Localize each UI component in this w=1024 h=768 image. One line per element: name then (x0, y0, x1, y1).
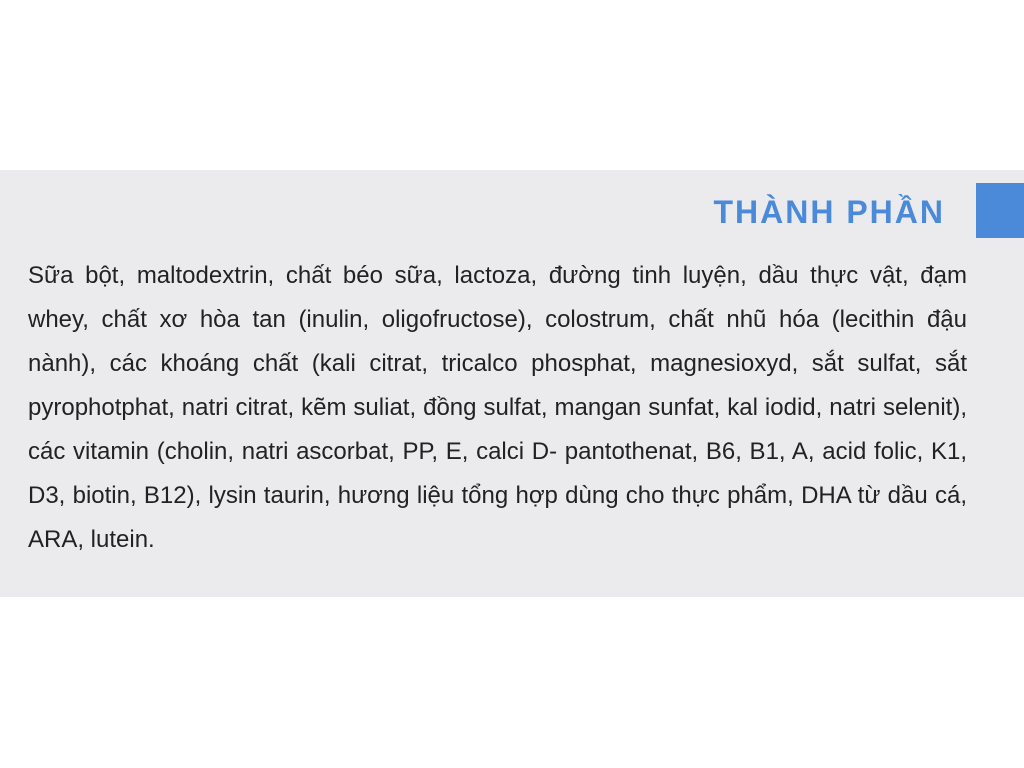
ingredients-text: Sữa bột, maltodextrin, chất béo sữa, lactoza, đường tinh luyện, dầu thực vật, đạm whey, chất xơ hòa tan (inulin, oligofructose), colostrum, chất nhũ hóa (lecithin đậu nành), các khoáng chất (kali citrat, tricalco phosphat, magnesioxyd, sắt sulfat, sắt pyrophotphat, natri citrat, kẽm suliat, đồng sulfat, mangan sunfat, kal iodid, natri selenit), các vitamin (cholin, natri ascorbat, PP, E, calci D- pantothenat, B6, B1, A, acid folic, K1, D3, biotin, B12), lysin taurin, hương liệu tổng hợp dùng cho thực phẩm, DHA từ dầu cá, ARA, lutein. (28, 262, 967, 553)
section-title: THÀNH PHẦN (713, 194, 945, 230)
ingredients-panel (0, 170, 1024, 597)
accent-bar (976, 183, 1024, 238)
